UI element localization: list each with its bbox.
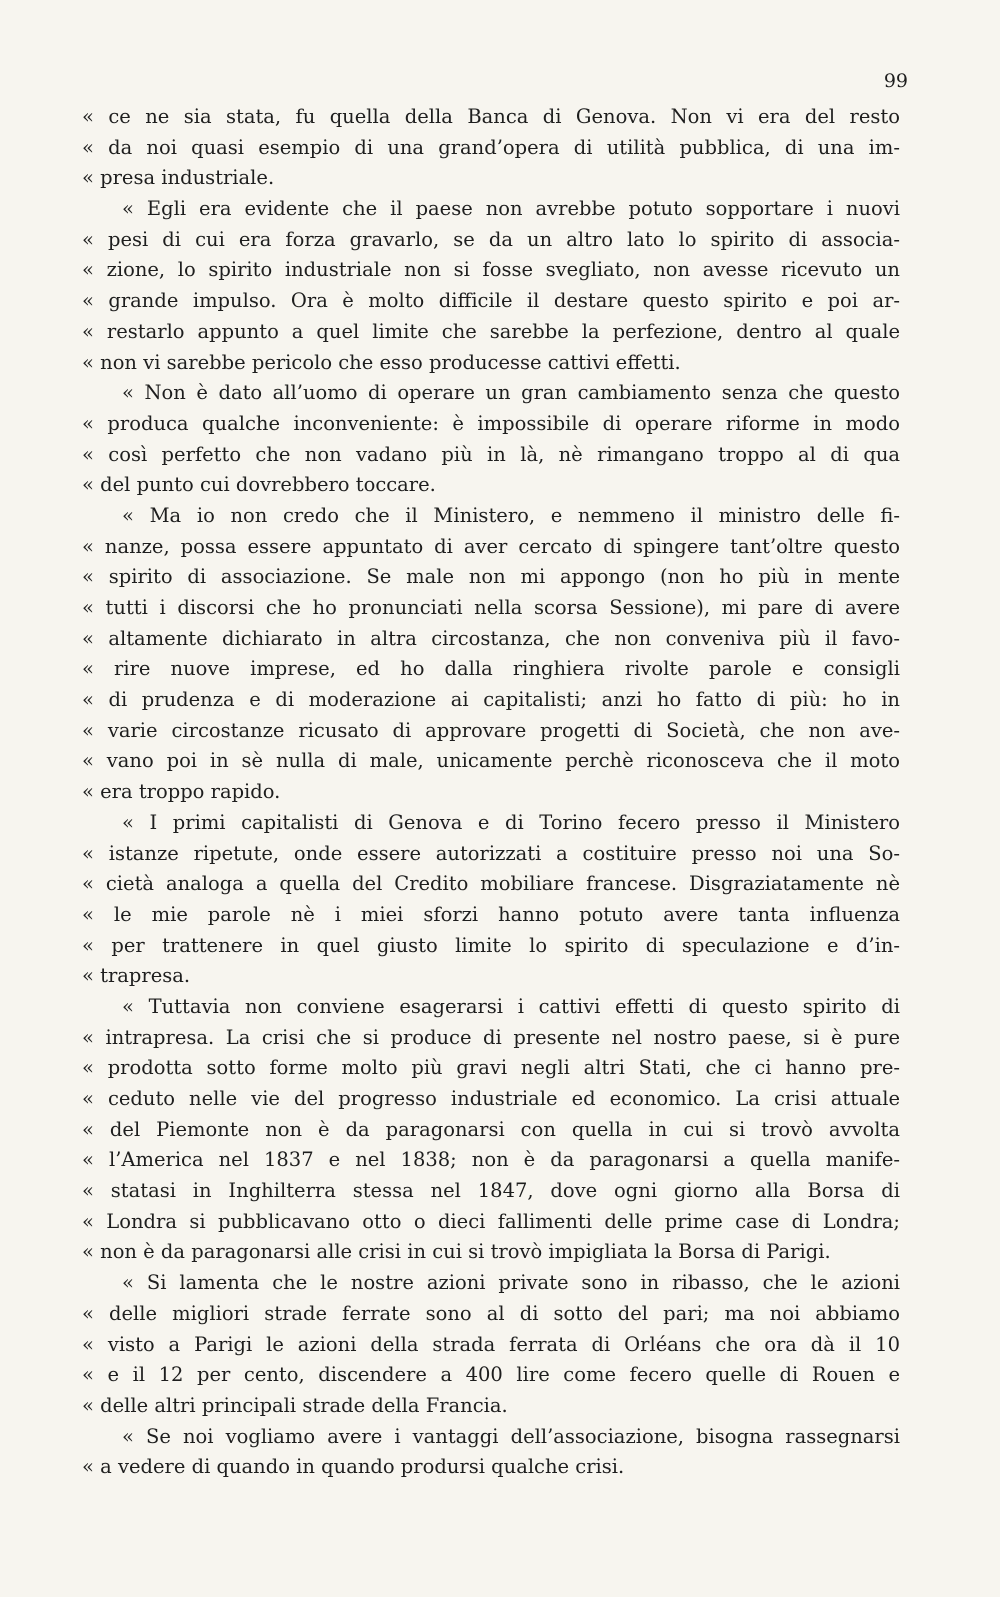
text-line: « era troppo rapido. <box>82 780 281 804</box>
text-line: « così perfetto che non vadano più in là, nè rimangano troppo al di qua <box>82 442 900 466</box>
text-line: « e il 12 per cento, discendere a 400 lire come fecero quelle di Rouen e <box>82 1363 900 1387</box>
text-line: « rire nuove imprese, ed ho dalla ringhiera rivolte parole e consigli <box>82 657 900 681</box>
text-line: « grande impulso. Ora è molto difficile il destare questo spirito e poi ar- <box>82 289 900 313</box>
text-line: « a vedere di quando in quando prodursi qualche crisi. <box>82 1455 625 1479</box>
text-line: « tutti i discorsi che ho pronunciati nella scorsa Sessione), mi pare di avere <box>82 596 900 619</box>
text-line: « Ma io non credo che il Ministero, e nemmeno il ministro delle fi- <box>122 503 900 527</box>
body-text <box>82 102 900 1483</box>
text-line: « di prudenza e di moderazione ai capitalisti; anzi ho fatto di più: ho in <box>82 688 900 712</box>
text-line: « visto a Parigi le azioni della strada ferrata di Orléans che ora dà il 10 <box>82 1332 900 1356</box>
text-line: « ceduto nelle vie del progresso industriale ed economico. La crisi attuale <box>82 1087 900 1110</box>
text-line: « Non è dato all’uomo di operare un gran cambiamento senza che questo <box>122 381 900 405</box>
text-line: « intrapresa. La crisi che si produce di presente nel nostro paese, si è pure <box>82 1025 900 1049</box>
text-line: « I primi capitalisti di Genova e di Torino fecero presso il Ministero <box>122 810 900 834</box>
text-line: « presa industriale. <box>82 166 275 190</box>
text-line: « trapresa. <box>82 964 191 988</box>
text-line: « varie circostanze ricusato di approvare progetti di Società, che non ave- <box>82 718 900 742</box>
text-line: « delle altri principali strade della Francia. <box>82 1393 508 1417</box>
text-line: « non vi sarebbe pericolo che esso producesse cattivi effetti. <box>82 350 681 374</box>
text-line: « per trattenere in quel giusto limite lo spirito di speculazione e d’in- <box>82 933 900 957</box>
text-line: « spirito di associazione. Se male non mi appongo (non ho più in mente <box>82 565 900 589</box>
text-line: « prodotta sotto forme molto più gravi negli altri Stati, che ci hanno pre- <box>82 1056 900 1080</box>
text-line: « ce ne sia stata, fu quella della Banca di Genova. Non vi era del resto <box>82 105 900 128</box>
text-line: « non è da paragonarsi alle crisi in cui si trovò impigliata la Borsa di Parigi. <box>82 1240 831 1264</box>
text-line: « statasi in Inghilterra stessa nel 1847, dove ogni giorno alla Borsa di <box>82 1179 900 1203</box>
text-line: « Se noi vogliamo avere i vantaggi dell’associazione, bisogna rassegnarsi <box>122 1424 900 1448</box>
text-line: « vano poi in sè nulla di male, unicamente perchè riconosceva che il moto <box>82 749 900 773</box>
text-line: « cietà analoga a quella del Credito mobiliare francese. Disgraziatamente nè <box>82 872 900 896</box>
text-line: « del punto cui dovrebbero toccare. <box>82 473 436 497</box>
text-line: « zione, lo spirito industriale non si fosse svegliato, non avesse ricevuto un <box>82 258 900 282</box>
text-line: « Tuttavia non conviene esagerarsi i cattivi effetti di questo spirito di <box>122 994 900 1018</box>
page-number: 99 <box>883 70 908 92</box>
text-line: « nanze, possa essere appuntato di aver cercato di spingere tant’oltre questo <box>82 534 900 558</box>
text-line: « del Piemonte non è da paragonarsi con quella in cui si trovò avvolta <box>82 1117 900 1141</box>
text-line: « le mie parole nè i miei sforzi hanno potuto avere tanta influenza <box>82 902 900 926</box>
text-line: « da noi quasi esempio di una grand’opera di utilità pubblica, di una im- <box>82 135 900 159</box>
text-line: « restarlo appunto a quel limite che sarebbe la perfezione, dentro al quale <box>82 319 900 343</box>
text-line: « istanze ripetute, onde essere autorizzati a costituire presso noi una So- <box>82 841 900 865</box>
text-line: « l’America nel 1837 e nel 1838; non è da paragonarsi a quella manife- <box>82 1148 900 1172</box>
text-line: « pesi di cui era forza gravarlo, se da un altro lato lo spirito di associa- <box>82 227 900 251</box>
text-line: « delle migliori strade ferrate sono al di sotto del pari; ma noi abbiamo <box>82 1301 900 1325</box>
text-line: « Egli era evidente che il paese non avrebbe potuto sopportare i nuovi <box>122 197 900 221</box>
text-line: « Londra si pubblicavano otto o dieci fallimenti delle prime case di Londra; <box>82 1209 900 1233</box>
text-line: « produca qualche inconveniente: è impossibile di operare riforme in modo <box>82 411 900 435</box>
text-line: « Si lamenta che le nostre azioni private sono in ribasso, che le azioni <box>122 1271 900 1295</box>
text-line: « altamente dichiarato in altra circostanza, che non conveniva più il favo- <box>82 626 900 650</box>
